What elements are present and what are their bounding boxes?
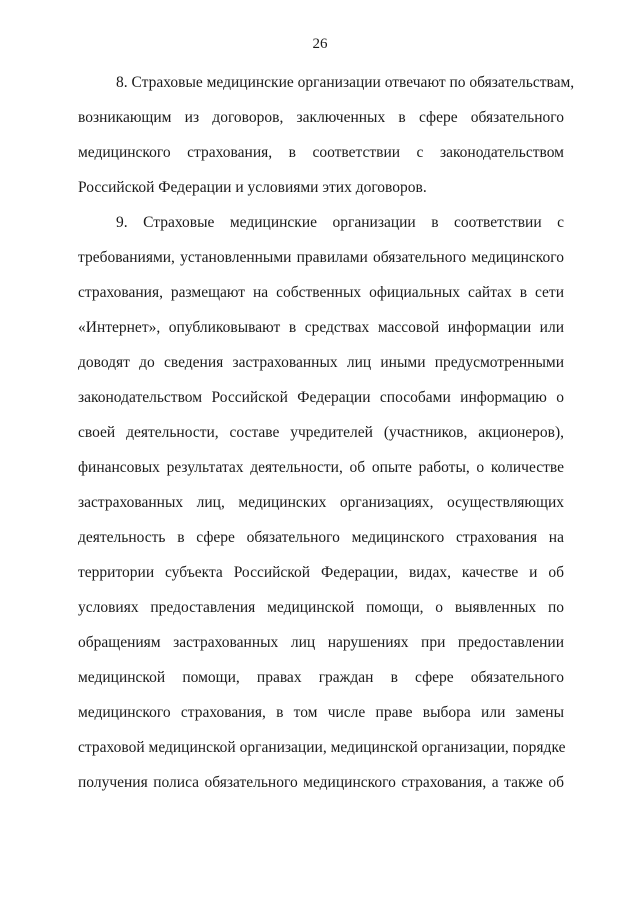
paragraph-9-line: застрахованных лиц, медицинских организациях, осуществляющих	[78, 494, 564, 511]
paragraph-9-line: медицинского страхования, в том числе праве выбора или замены	[78, 704, 564, 721]
paragraph-9-line: деятельность в сфере обязательного медицинского страхования на	[78, 529, 564, 546]
paragraph-8-line: Российской Федерации и условиями этих договоров.	[78, 179, 427, 196]
paragraph-9-line: обращениям застрахованных лиц нарушениях при предоставлении	[78, 634, 564, 651]
paragraph-9-line: условиях предоставления медицинской помощи, о выявленных по	[78, 599, 564, 616]
paragraph-8-line: возникающим из договоров, заключенных в сфере обязательного	[78, 109, 564, 126]
paragraph-8-line: 8. Страховые медицинские организации отвечают по обязательствам,	[116, 74, 575, 91]
paragraph-9-line: получения полиса обязательного медицинского страхования, а также об	[78, 774, 564, 791]
paragraph-9-line: доводят до сведения застрахованных лиц иными предусмотренными	[78, 354, 564, 371]
paragraph-9-line: своей деятельности, составе учредителей (участников, акционеров),	[78, 424, 564, 441]
paragraph-9-line: территории субъекта Российской Федерации, видах, качестве и об	[78, 564, 564, 581]
paragraph-9-line: законодательством Российской Федерации способами информацию о	[78, 389, 564, 406]
paragraph-9-line: требованиями, установленными правилами обязательного медицинского	[78, 249, 564, 266]
paragraph-9-line: финансовых результатах деятельности, об опыте работы, о количестве	[78, 459, 564, 476]
paragraph-9-line: медицинской помощи, правах граждан в сфере обязательного	[78, 669, 564, 686]
paragraph-9-line: страховой медицинской организации, медицинской организации, порядке	[78, 739, 566, 756]
paragraph-8-line: медицинского страхования, в соответствии с законодательством	[78, 144, 564, 161]
paragraph-9-line: «Интернет», опубликовывают в средствах массовой информации или	[78, 319, 564, 336]
paragraph-9-line: страхования, размещают на собственных официальных сайтах в сети	[78, 284, 564, 301]
page-number: 26	[312, 36, 328, 52]
paragraph-9-line: 9. Страховые медицинские организации в соответствии с	[116, 214, 564, 231]
